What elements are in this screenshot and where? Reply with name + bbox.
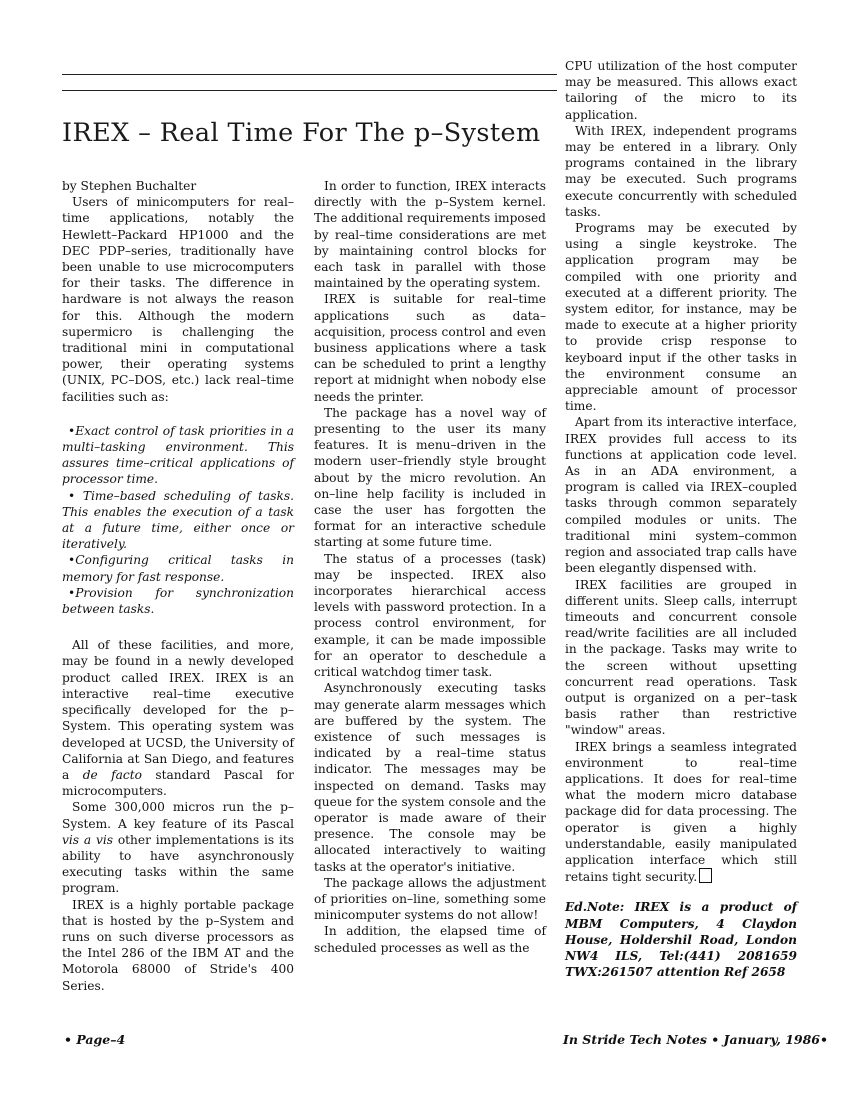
list-item: •Provision for synchronization between tasks. [62, 585, 294, 617]
paragraph: Some 300,000 micros run the p–System. A key feature of its Pascal vis a vis other implementations is its ability to have asynchronously executing tasks within the same program. [62, 800, 294, 896]
paragraph: Users of minicomputers for real–time applications, notably the Hewlett–Packard HP1000 and the DEC PDP–series, traditionally have been unable to use microcomputers for their tasks. The difference in hardware is not always the reason for this. Although the modern supermicro is challenging the traditional mini in computational power, their operating systems (UNIX, PC–DOS, etc.) lack real–time facilities such as: [62, 195, 294, 404]
paragraph: With IREX, independent programs may be entered in a library. Only programs contained in the library may be executed. Such programs execute concurrently with scheduled tasks. [565, 123, 797, 219]
paragraph: All of these facilities, and more, may be found in a newly developed product called IREX. IREX is an interactive real–time executive specifically developed for the p–System. This operating system was developed at UCSD, the University of California at San Diego, and features a de facto standard Pascal for microcomputers. [62, 638, 295, 799]
end-mark-box [699, 868, 712, 883]
page-number: • Page–4 [64, 1032, 126, 1047]
byline: by Stephen Buchalter [62, 179, 197, 193]
paragraph: IREX facilities are grouped in different units. Sleep calls, interrupt timeouts and concurrent console read/write facilities are all included in the package. Tasks may write to the screen without upsetting concurrent read operations. Task output is organized on a per–task basis rather than restrictive "window" areas. [565, 577, 797, 738]
top-rule-1 [62, 74, 557, 75]
paragraph: IREX is a highly portable package that is hosted by the p–System and runs on such diverse processors as the Intel 286 of the IBM AT and the Motorola 68000 of Stride's 400 Series. [62, 897, 294, 993]
paragraph: The package has a novel way of presenting to the user its many features. It is menu–driven in the modern user–friendly style brought about by the micro revolution. An on–line help facility is included in case the user has forgotten the format for an interactive schedule starting at some future time. [314, 405, 546, 550]
paragraph: The status of a processes (task) may be inspected. IREX also incorporates hierarchical access levels with password protection. In a process control environment, for example, it can be made impossible for an operator to deschedule a critical watchdog timer task. [314, 551, 546, 680]
paragraph: In addition, the elapsed time of scheduled processes as well as the [314, 924, 546, 955]
top-rule-2 [62, 90, 557, 91]
paragraph: Apart from its interactive interface, IREX provides full access to its functions at application code level. As in an ADA environment, a program is called via IREX–coupled tasks through common separately compiled modules or units. The traditional mini system–common region and associated trap calls have been elegantly dispensed with. [565, 415, 797, 576]
paragraph: The package allows the adjustment of priorities on–line, something some minicomputer systems do not allow! [314, 875, 546, 923]
list-item: •Exact control of task priorities in a multi–tasking environment. This assures time–critical applications of processor time. [62, 423, 294, 487]
publication-footer: In Stride Tech Notes • January, 1986• [563, 1032, 828, 1047]
paragraph: Asynchronously executing tasks may generate alarm messages which are buffered by the system. The existence of such messages is indicated by a real–time status indicator. The messages may be inspected on demand. Tasks may queue for the system console and the operator is made aware of their presence. The console may be allocated interactively to waiting tasks at the operator's initiative. [314, 681, 546, 874]
column-2 [314, 178, 546, 956]
list-item: •Configuring critical tasks in memory for fast response. [62, 553, 294, 584]
editor-note: Ed.Note: IREX is a product of MBM Computers, 4 Claydon House, Holdershil Road, London NW4 ILS, Tel:(441) 2081659 TWX:261507 attention Ref 2658 [565, 900, 797, 980]
article-title: IREX – Real Time For The p–System [62, 118, 541, 148]
feature-list [62, 423, 294, 617]
paragraph: In order to function, IREX interacts directly with the p–System kernel. The additional requirements imposed by real–time considerations are met by maintaining control blocks for each task in parallel with those maintained by the operating system. [314, 179, 546, 291]
column-3 [565, 58, 797, 980]
paragraph: IREX brings a seamless integrated environment to real–time applications. It does for real–time what the modern micro database package did for data processing. The operator is given a highly understandable, easily manipulated application interface which still retains tight security. [565, 739, 797, 885]
list-item: • Time–based scheduling of tasks. This enables the execution of a task at a future time, either once or iteratively. [62, 488, 294, 552]
paragraph: IREX is suitable for real–time applications such as data–acquisition, process control and even business applications where a task can be scheduled to print a lengthy report at midnight when nobody else needs the printer. [314, 292, 546, 404]
column-1 [62, 178, 294, 994]
paragraph: Programs may be executed by using a single keystroke. The application program may be compiled with one priority and executed at a different priority. The system editor, for instance, may be made to execute at a higher priority to provide crisp response to keyboard input if the other tasks in the environment consume an appreciable amount of processor time. [565, 221, 797, 414]
paragraph: CPU utilization of the host computer may be measured. This allows exact tailoring of the micro to its application. [565, 59, 797, 122]
